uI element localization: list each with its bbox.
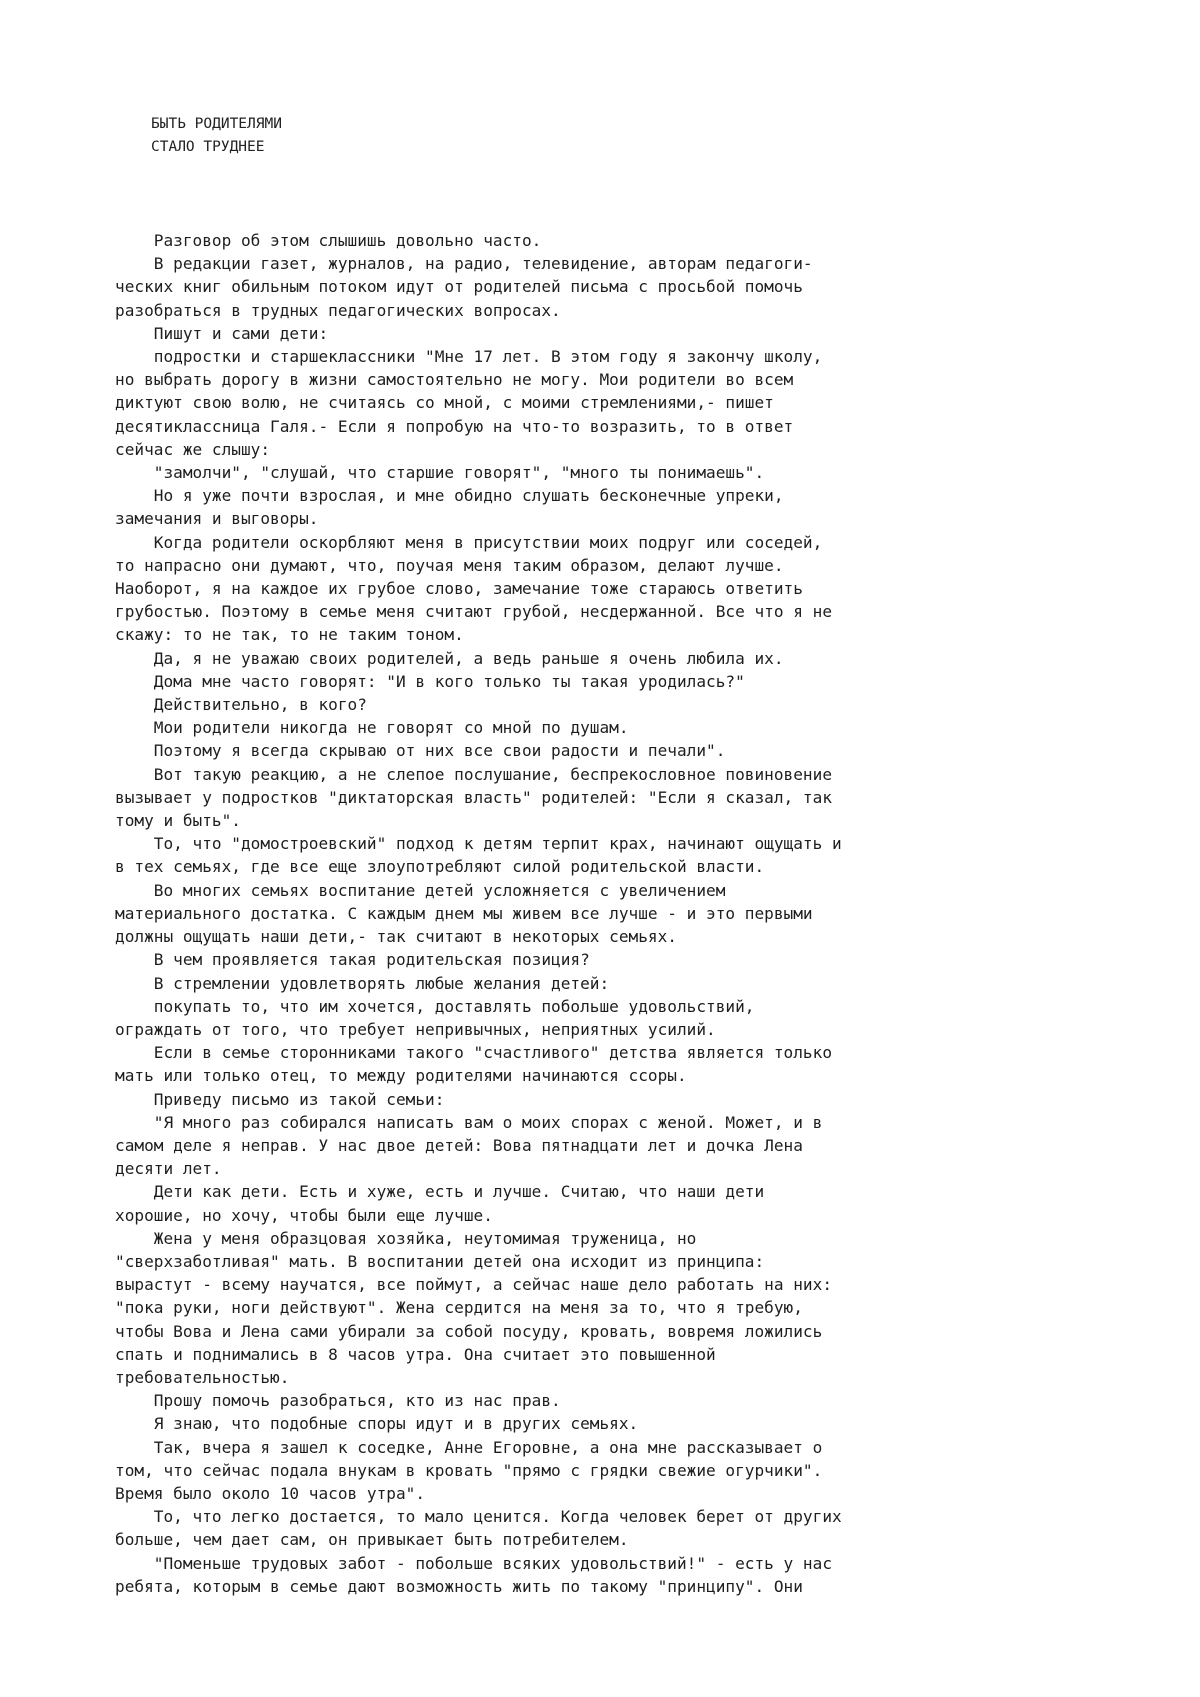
text-line: ограждать от того, что требует непривычных, неприятных усилий.: [115, 1019, 716, 1039]
text-line: Время было около 10 часов утра".: [115, 1483, 426, 1503]
text-line: хорошие, но хочу, чтобы были еще лучше.: [115, 1205, 493, 1225]
text-line: разобраться в трудных педагогических вопросах.: [115, 300, 561, 320]
text-line: Наоборот, я на каждое их грубое слово, замечание тоже стараюсь ответить: [115, 579, 803, 599]
text-line: Но я уже почти взрослая, и мне обидно слушать бесконечные упреки,: [115, 486, 784, 506]
text-line: Когда родители оскорбляют меня в присутствии моих подруг или соседей,: [115, 532, 823, 552]
text-line: Так, вчера я зашел к соседке, Анне Егоровне, а она мне рассказывает о: [115, 1437, 823, 1457]
text-line: том, что сейчас подала внукам в кровать "прямо с грядки свежие огурчики".: [115, 1460, 823, 1480]
text-line: Дети как дети. Есть и хуже, есть и лучше. Считаю, что наши дети: [115, 1182, 765, 1202]
text-line: В стремлении удовлетворять любые желания детей:: [115, 973, 610, 993]
text-line: "Поменьше трудовых забот - побольше всяких удовольствий!" - есть у нас: [115, 1553, 833, 1573]
text-line: Прошу помочь разобраться, кто из нас прав.: [115, 1391, 561, 1411]
text-line: Поэтому я всегда скрываю от них все свои радости и печали".: [115, 741, 726, 761]
text-line: Если в семье сторонниками такого "счастливого" детства является только: [115, 1043, 833, 1063]
text-line: десяти лет.: [115, 1159, 222, 1179]
text-line: "Я много раз собирался написать вам о моих спорах с женой. Может, и в: [115, 1112, 823, 1132]
title-line-2: СТАЛО ТРУДНЕЕ: [151, 139, 265, 155]
text-line: То, что "домостроевский" подход к детям терпит крах, начинают ощущать и: [115, 834, 842, 854]
text-line: диктуют свою волю, не считаясь со мной, с моими стремлениями,- пишет: [115, 393, 774, 413]
text-line: чтобы Вова и Лена сами убирали за собой посуду, кровать, вовремя ложились: [115, 1321, 823, 1341]
text-line: Дома мне часто говорят: "И в кого только ты такая уродилась?": [115, 671, 745, 691]
text-line: Приведу письмо из такой семьи:: [115, 1089, 445, 1109]
text-line: то напрасно они думают, что, поучая меня таким образом, делают лучше.: [115, 555, 784, 575]
text-line: Во многих семьях воспитание детей усложняется с увеличением: [115, 880, 726, 900]
text-line: В чем проявляется такая родительская позиция?: [115, 950, 590, 970]
text-line: требовательностью.: [115, 1367, 290, 1387]
text-line: тому и быть".: [115, 811, 241, 831]
text-line: ребята, которым в семье дают возможность жить по такому "принципу". Они: [115, 1576, 803, 1596]
text-line: десятиклассница Галя.- Если я попробую на что-то возразить, то в ответ: [115, 416, 794, 436]
text-line: больше, чем дает сам, он привыкает быть потребителем.: [115, 1530, 629, 1550]
text-line: подростки и старшеклассники "Мне 17 лет. В этом году я закончу школу,: [115, 347, 823, 367]
text-line: То, что легко достается, то мало ценится. Когда человек берет от других: [115, 1507, 842, 1527]
text-line: сейчас же слышу:: [115, 439, 271, 459]
text-line: замечания и выговоры.: [115, 509, 319, 529]
text-line: "пока руки, ноги действуют". Жена сердится на меня за то, что я требую,: [115, 1298, 803, 1318]
text-line: спать и поднимались в 8 часов утра. Она считает это повышенной: [115, 1344, 716, 1364]
title-line-1: БЫТЬ РОДИТЕЛЯМИ: [151, 116, 282, 132]
text-line: покупать то, что им хочется, доставлять побольше удовольствий,: [115, 996, 755, 1016]
text-line: Мои родители никогда не говорят со мной по душам.: [115, 718, 629, 738]
text-line: Разговор об этом слышишь довольно часто.: [115, 231, 542, 250]
text-line: "сверхзаботливая" мать. В воспитании детей она исходит из принципа:: [115, 1251, 765, 1271]
text-line: Да, я не уважаю своих родителей, а ведь раньше я очень любила их.: [115, 648, 784, 668]
text-line: самом деле я неправ. У нас двое детей: Вова пятнадцати лет и дочка Лена: [115, 1135, 803, 1155]
text-line: вырастут - всему научатся, все поймут, а сейчас наше дело работать на них:: [115, 1275, 833, 1295]
text-line: В редакции газет, журналов, на радио, телевидение, авторам педагоги-: [115, 254, 813, 274]
text-line: в тех семьях, где все еще злоупотребляют силой родительской власти.: [115, 857, 765, 877]
text-line: ческих книг обильным потоком идут от родителей письма с просьбой помочь: [115, 277, 803, 297]
text-line: но выбрать дорогу в жизни самостоятельно не могу. Мои родители во всем: [115, 370, 794, 390]
text-line: Действительно, в кого?: [115, 695, 367, 715]
text-line: должны ощущать наши дети,- так считают в некоторых семьях.: [115, 927, 677, 947]
document-title: [151, 113, 282, 159]
document-body: [115, 229, 1155, 1598]
text-line: Я знаю, что подобные споры идут и в других семьях.: [115, 1414, 639, 1434]
text-line: материального достатка. С каждым днем мы живем все лучше - и это первыми: [115, 903, 813, 923]
text-line: Вот такую реакцию, а не слепое послушание, беспрекословное повиновение: [115, 764, 833, 784]
text-line: "замолчи", "слушай, что старшие говорят", "много ты понимаешь".: [115, 463, 765, 483]
text-line: вызывает у подростков "диктаторская власть" родителей: "Если я сказал, так: [115, 787, 833, 807]
text-line: грубостью. Поэтому в семье меня считают грубой, несдержанной. Все что я не: [115, 602, 833, 622]
text-line: скажу: то не так, то не таким тоном.: [115, 625, 464, 645]
text-line: Пишут и сами дети:: [115, 323, 329, 343]
text-line: Жена у меня образцовая хозяйка, неутомимая труженица, но: [115, 1228, 697, 1248]
text-line: мать или только отец, то между родителями начинаются ссоры.: [115, 1066, 687, 1086]
